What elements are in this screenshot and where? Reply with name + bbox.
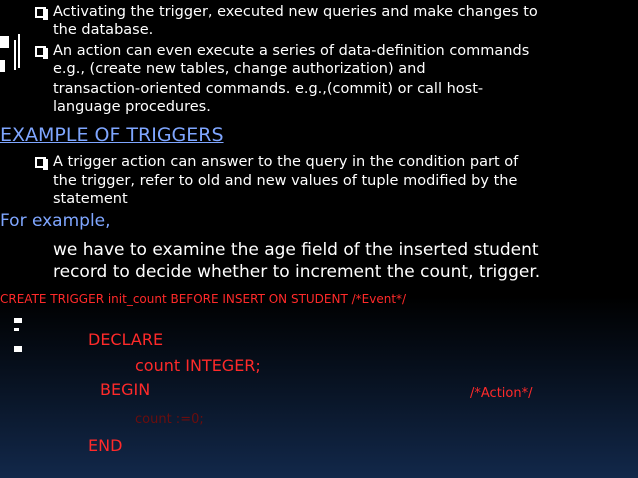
code-declare: DECLARE xyxy=(88,330,164,349)
bullet-3-line-3: statement xyxy=(53,191,128,207)
section-heading: EXAMPLE OF TRIGGERS xyxy=(0,124,224,146)
description-line-2: record to decide whether to increment the count, trigger. xyxy=(53,262,541,282)
code-count-assignment: count :=0; xyxy=(135,412,204,427)
description-line-1: we have to examine the age field of the inserted student xyxy=(53,240,539,260)
bullet-2-line-4: language procedures. xyxy=(53,99,211,115)
left-decoration-bar-1 xyxy=(14,40,16,70)
for-example-label: For example, xyxy=(0,211,111,231)
left-decoration-bottom-1 xyxy=(14,318,22,323)
code-count-declaration: count INTEGER; xyxy=(135,356,261,375)
bullet-2-line-2: e.g., (create new tables, change authorization) and xyxy=(53,61,426,77)
left-decoration-bottom-3 xyxy=(14,346,22,352)
left-decoration-top xyxy=(0,36,9,48)
bullet-icon xyxy=(35,46,46,57)
bullet-2-line-3: transaction-oriented commands. e.g.,(commit) or call host- xyxy=(53,81,484,97)
create-trigger-statement: CREATE TRIGGER init_count BEFORE INSERT ON STUDENT /*Event*/ xyxy=(0,292,407,306)
bullet-3-line-1: A trigger action can answer to the query in the condition part of xyxy=(53,154,519,170)
bullet-icon xyxy=(35,157,46,168)
left-decoration-bottom-2 xyxy=(14,328,19,331)
bullet-1-line-1: Activating the trigger, executed new queries and make changes to xyxy=(53,4,538,20)
bullet-2-line-1: An action can even execute a series of data-definition commands xyxy=(53,43,530,59)
bullet-icon xyxy=(35,7,46,18)
code-action-comment: /*Action*/ xyxy=(470,386,533,401)
code-end: END xyxy=(88,436,123,455)
bullet-3-line-2: the trigger, refer to old and new values of tuple modified by the xyxy=(53,173,518,189)
code-begin: BEGIN xyxy=(100,380,151,399)
left-decoration-mid xyxy=(0,60,5,72)
left-decoration-bar-2 xyxy=(18,34,20,68)
bullet-1-line-2: the database. xyxy=(53,22,154,38)
